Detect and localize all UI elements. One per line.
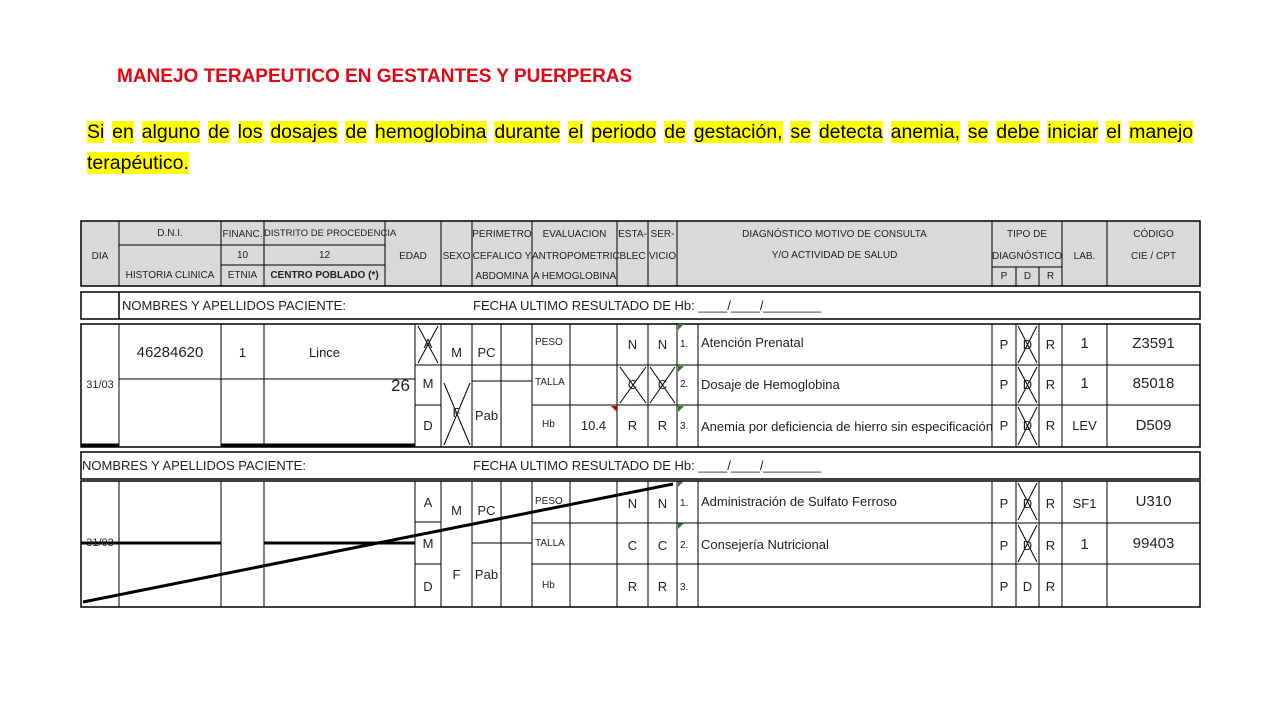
- paragraph-word: dosajes: [270, 121, 338, 143]
- record1-code-2: 85018: [1132, 375, 1175, 392]
- record2-num-3: 3.: [680, 582, 689, 593]
- record2-num-2: 2.: [680, 540, 689, 551]
- record1-sexo-m: M: [451, 345, 462, 360]
- record2-pab: Pab: [474, 567, 499, 582]
- record1-diag-2: Dosaje de Hemoglobina: [701, 377, 840, 392]
- record2-fecha-label: FECHA ULTIMO RESULTADO DE Hb: ____/____/________: [473, 458, 822, 473]
- record1-d-3: D: [1022, 418, 1033, 433]
- record2-r-2: R: [1045, 538, 1056, 553]
- record2-d-1: D: [1022, 496, 1033, 511]
- record1-lab-3: LEV: [1072, 418, 1097, 433]
- record2-diag-1: Administración de Sulfato Ferroso: [701, 494, 897, 509]
- header-centro: CENTRO POBLADO (*): [270, 270, 379, 281]
- record1-talla-label: TALLA: [535, 377, 565, 388]
- header-distrito: DISTRITO DE PROCEDENCIA: [264, 228, 397, 239]
- record2-r-1: R: [1045, 496, 1056, 511]
- record1-p-1: P: [999, 337, 1009, 352]
- header-d: D: [1023, 271, 1032, 282]
- record1-pc: PC: [477, 345, 496, 360]
- record1-m: M: [422, 376, 434, 391]
- header-financ-val: 10: [236, 250, 249, 261]
- record1-peso-label: PESO: [535, 337, 563, 348]
- record2-peso-label: PESO: [535, 496, 563, 507]
- record2-estab-1: N: [627, 496, 638, 511]
- header-tipo-1: TIPO DE: [1006, 229, 1047, 240]
- record2-m: M: [422, 536, 434, 551]
- paragraph-word: periodo: [591, 121, 657, 143]
- paragraph-word: anemia,: [890, 121, 960, 143]
- header-estab-2: BLEC: [619, 251, 646, 262]
- record2-estab-2: C: [627, 538, 638, 553]
- header-tipo-2: DIAGNÓSTICO: [992, 251, 1063, 262]
- record1-r-2: R: [1045, 377, 1056, 392]
- record2-p-3: P: [999, 579, 1009, 594]
- header-r: R: [1046, 271, 1055, 282]
- paragraph-word: manejo: [1129, 121, 1194, 143]
- record1-lab-2: 1: [1080, 375, 1089, 392]
- record2-p-1: P: [999, 496, 1009, 511]
- record1-p-2: P: [999, 377, 1009, 392]
- record2-serv-2: C: [657, 538, 668, 553]
- paragraph-word: hemoglobina: [374, 121, 487, 143]
- paragraph-word: terapéutico.: [87, 152, 189, 174]
- record1-pab: Pab: [474, 408, 499, 423]
- header-etnia: ETNIA: [227, 270, 258, 281]
- record1-r-1: R: [1045, 337, 1056, 352]
- record1-d-2: D: [1022, 377, 1033, 392]
- record1-diag-1: Atención Prenatal: [701, 335, 804, 350]
- paragraph-word: de: [664, 121, 686, 143]
- header-codigo-1: CÓDIGO: [1133, 229, 1174, 240]
- record2-d: D: [423, 579, 433, 594]
- record1-hb-value: 10.4: [580, 418, 607, 433]
- record2-sexo-m: M: [451, 503, 462, 518]
- paragraph-word: de: [345, 121, 368, 143]
- header-perimetro-1: PERIMETRO: [472, 229, 532, 240]
- record2-code-1: U310: [1135, 493, 1172, 510]
- record1-serv-1: N: [657, 337, 668, 352]
- record1-estab-3: R: [627, 418, 638, 433]
- record1-serv-3: R: [657, 418, 668, 433]
- record2-dia: 31/03: [86, 537, 114, 549]
- record2-hb-label: Hb: [542, 580, 555, 591]
- record1-code-3: D509: [1135, 417, 1172, 434]
- paragraph-word: de: [208, 121, 230, 143]
- header-diagnostico-2: Y/O ACTIVIDAD DE SALUD: [771, 250, 898, 261]
- header-perimetro-3: ABDOMINA: [475, 271, 529, 282]
- record1-d-1: D: [1022, 337, 1033, 352]
- record2-d-3: D: [1022, 579, 1033, 594]
- header-evaluacion-3: A HEMOGLOBINA: [532, 271, 617, 282]
- header-dia: DIA: [91, 251, 109, 262]
- record1-code-1: Z3591: [1132, 335, 1175, 352]
- record1-dia: 31/03: [86, 379, 114, 391]
- record1-edad: 26: [391, 376, 410, 395]
- record2-r-3: R: [1045, 579, 1056, 594]
- header-estab-1: ESTA-: [618, 229, 647, 240]
- header-dni: D.N.I.: [157, 228, 183, 239]
- paragraph-word: se: [967, 121, 989, 143]
- header-codigo-2: CIE / CPT: [1130, 251, 1176, 262]
- record2-sexo-f: F: [452, 567, 461, 582]
- paragraph-word: debe: [996, 121, 1040, 143]
- record2-serv-3: R: [657, 579, 668, 594]
- page-title: MANEJO TERAPEUTICO EN GESTANTES Y PUERPERAS: [117, 66, 633, 87]
- record2-talla-label: TALLA: [535, 538, 565, 549]
- record1-a: A: [423, 336, 433, 351]
- header-historia: HISTORIA CLINICA: [125, 270, 215, 281]
- paragraph-word: se: [790, 121, 812, 143]
- record1-dni: 46284620: [136, 344, 204, 361]
- record2-code-2: 99403: [1132, 535, 1175, 552]
- paragraph-word: Si: [87, 121, 105, 143]
- record1-sexo-f: F: [452, 405, 461, 420]
- paragraph-word: durante: [494, 121, 561, 143]
- paragraph-word: los: [237, 121, 263, 143]
- header-diagnostico-1: DIAGNÓSTICO MOTIVO DE CONSULTA: [742, 229, 927, 240]
- header-distrito-val: 12: [318, 250, 331, 261]
- paragraph-word: detecta: [818, 121, 883, 143]
- record1-patient-label: NOMBRES Y APELLIDOS PACIENTE:: [122, 298, 346, 313]
- record1-estab-1: N: [627, 337, 638, 352]
- record1-serv-2: C: [657, 377, 668, 392]
- record1-hb-label: Hb: [542, 419, 555, 430]
- header-servicio-1: SER-: [650, 229, 675, 240]
- record1-num-3: 3.: [680, 421, 689, 432]
- record2-diag-2: Consejería Nutricional: [701, 537, 829, 552]
- paragraph-word: el: [568, 121, 584, 143]
- paragraph-word: en: [112, 121, 134, 143]
- header-evaluacion-1: EVALUACION: [542, 229, 607, 240]
- header-sexo: SEXO: [442, 251, 471, 262]
- record1-p-3: P: [999, 418, 1009, 433]
- record2-lab-2: 1: [1080, 536, 1089, 553]
- record1-estab-2: C: [627, 377, 638, 392]
- header-perimetro-2: CEFALICO Y: [472, 251, 532, 262]
- record2-serv-1: N: [657, 496, 668, 511]
- record2-patient-label: NOMBRES Y APELLIDOS PACIENTE:: [82, 458, 306, 473]
- record2-a: A: [423, 495, 433, 510]
- record2-lab-1: SF1: [1072, 496, 1097, 511]
- record2-p-2: P: [999, 538, 1009, 553]
- record1-distrito: Lince: [308, 345, 341, 360]
- header-financ: FINANC.: [222, 229, 263, 240]
- record2-estab-3: R: [627, 579, 638, 594]
- header-evaluacion-2: ANTROPOMETRIC: [532, 251, 620, 262]
- record1-fecha-label: FECHA ULTIMO RESULTADO DE Hb: ____/____/________: [473, 298, 822, 313]
- paragraph-word: gestación,: [693, 121, 783, 143]
- record1-num-2: 2.: [680, 379, 689, 390]
- record1-diag-3: Anemia por deficiencia de hierro sin especificación: [701, 419, 993, 434]
- paragraph-word: el: [1106, 121, 1122, 143]
- record2-pc: PC: [477, 503, 496, 518]
- record2-d-2: D: [1022, 538, 1033, 553]
- record1-lab-1: 1: [1080, 335, 1089, 352]
- paragraph-word: iniciar: [1047, 121, 1099, 143]
- record2-num-1: 1.: [680, 498, 689, 509]
- record1-num-1: 1.: [680, 339, 689, 350]
- header-lab: LAB.: [1073, 251, 1096, 262]
- header-servicio-2: VICIO: [648, 251, 677, 262]
- record1-r-3: R: [1045, 418, 1056, 433]
- record1-financ: 1: [238, 345, 247, 360]
- paragraph-word: alguno: [141, 121, 201, 143]
- header-p: P: [1000, 271, 1008, 282]
- header-edad: EDAD: [399, 251, 427, 262]
- record1-d: D: [423, 418, 433, 433]
